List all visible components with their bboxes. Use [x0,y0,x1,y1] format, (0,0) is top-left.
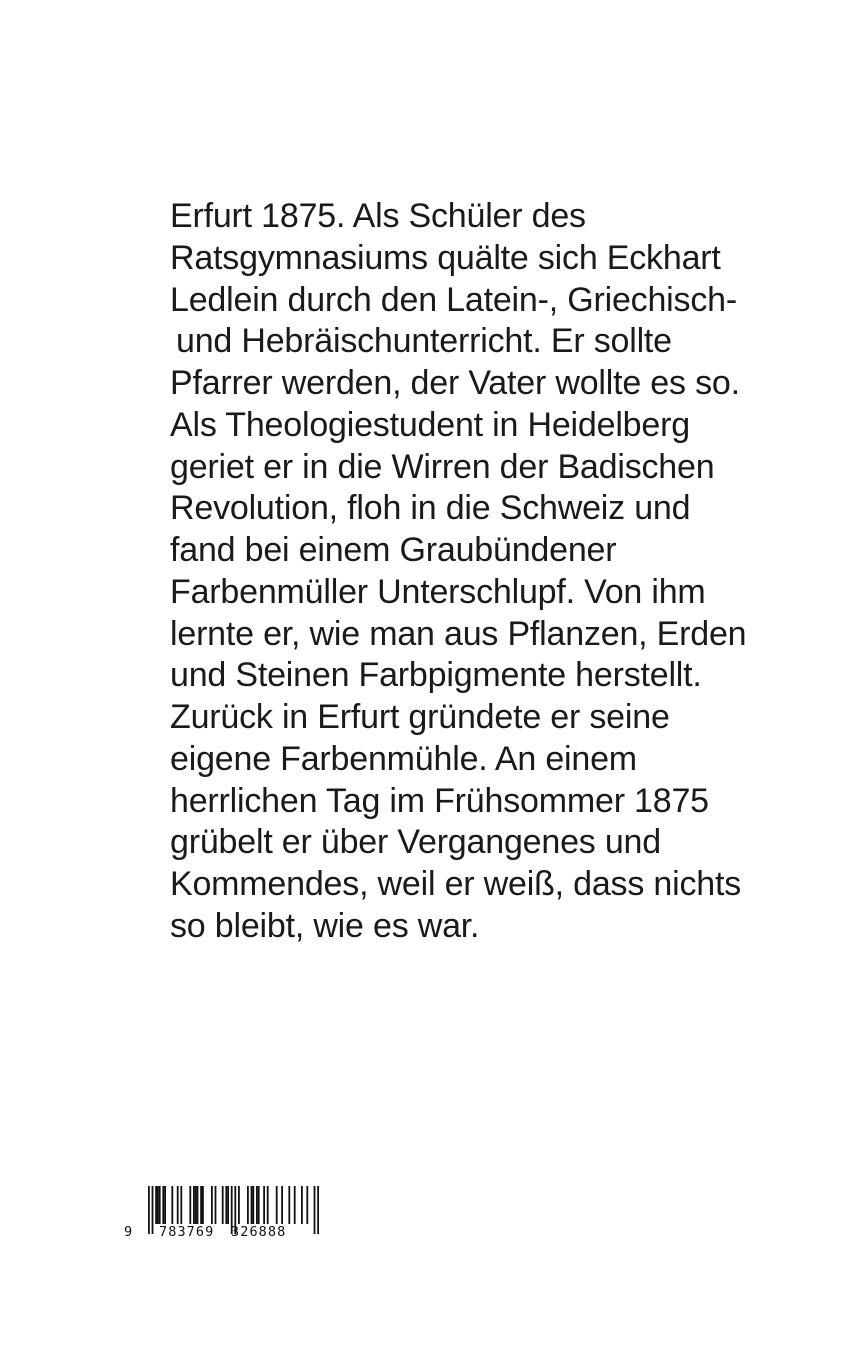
barcode-bar [306,1186,308,1224]
barcode-bar [222,1186,224,1224]
blurb-line: fand bei einem Graubündener [170,531,617,569]
blurb-line: Als Theologiestudent in Heidelberg [170,405,690,444]
blurb-line: und Steinen Farbpigmente herstellt. [170,656,702,695]
barcode-bar [189,1186,191,1224]
barcode-bar [211,1186,213,1224]
blurb-line: eigene Farbenmühle. An einem [170,739,637,778]
barcode-bar [288,1186,290,1224]
barcode-bar [301,1186,303,1224]
barcode-bar [294,1186,296,1224]
barcode-bar [227,1186,229,1224]
blurb-line: Ledlein durch den Latein-, Griechisch- [170,280,737,319]
back-cover-blurb [170,196,810,948]
blurb-line: Erfurt 1875. Als Schüler des [170,197,586,235]
barcode-bar [225,1186,227,1224]
barcode-bar [155,1186,157,1224]
blurb-line: so bleibt, wie es war. [170,906,480,945]
barcode-bar [157,1186,159,1224]
blurb-line: herrlichen Tag im Frühsommer 1875 [170,781,709,820]
blurb-line: und Hebräischunterricht. Er sollte [176,322,672,361]
barcode-bar [159,1186,161,1224]
barcode-bar [267,1186,269,1224]
blurb-line: lernte er, wie man aus Pflanzen, Erden [170,614,747,653]
barcode-left-digits: 783769 [159,1224,215,1240]
blurb-line: grübelt er über Vergangenes und [170,823,661,862]
barcode-bar [148,1186,150,1234]
barcode-bar [195,1186,197,1224]
barcode-bar [177,1186,179,1224]
barcode-bar [314,1186,316,1234]
barcode-bar [238,1186,240,1224]
barcode-bar [252,1186,254,1224]
barcode-bar [276,1186,278,1224]
barcode-bar [251,1186,253,1224]
barcode-bar [197,1186,199,1224]
barcode-first-digit: 9 [124,1224,134,1240]
barcode-bar [281,1186,283,1224]
barcode-bar [180,1186,182,1224]
barcode-bar [215,1186,217,1224]
barcode-bar [256,1186,258,1224]
blurb-line: Kommendes, weil er weiß, dass nichts [170,865,742,903]
blurb-line: Farbenmüller Unterschlupf. Von ihm [170,572,706,611]
barcode-bar [317,1186,319,1234]
barcode-bar [247,1186,249,1224]
barcode-bar [263,1186,265,1224]
blurb-line: Ratsgymnasiums quälte sich Eckhart [170,238,721,277]
barcode-bar [164,1186,166,1224]
barcode-right-digits: 326888 [231,1224,287,1240]
barcode-bar [152,1186,154,1234]
barcode-bar [171,1186,173,1224]
barcode-bar [202,1186,204,1224]
isbn-barcode [124,1186,334,1246]
barcode-bar [193,1186,195,1224]
blurb-line: Zurück in Erfurt gründete er seine [170,698,670,736]
blurb-line: geriet er in die Wirren der Badischen [170,447,715,486]
blurb-line: Pfarrer werden, der Vater wollte es so. [170,364,740,402]
barcode-bar [258,1186,260,1224]
barcode-bar [200,1186,202,1224]
blurb-line: Revolution, floh in die Schweiz und [170,489,691,528]
barcode-bar [162,1186,164,1224]
